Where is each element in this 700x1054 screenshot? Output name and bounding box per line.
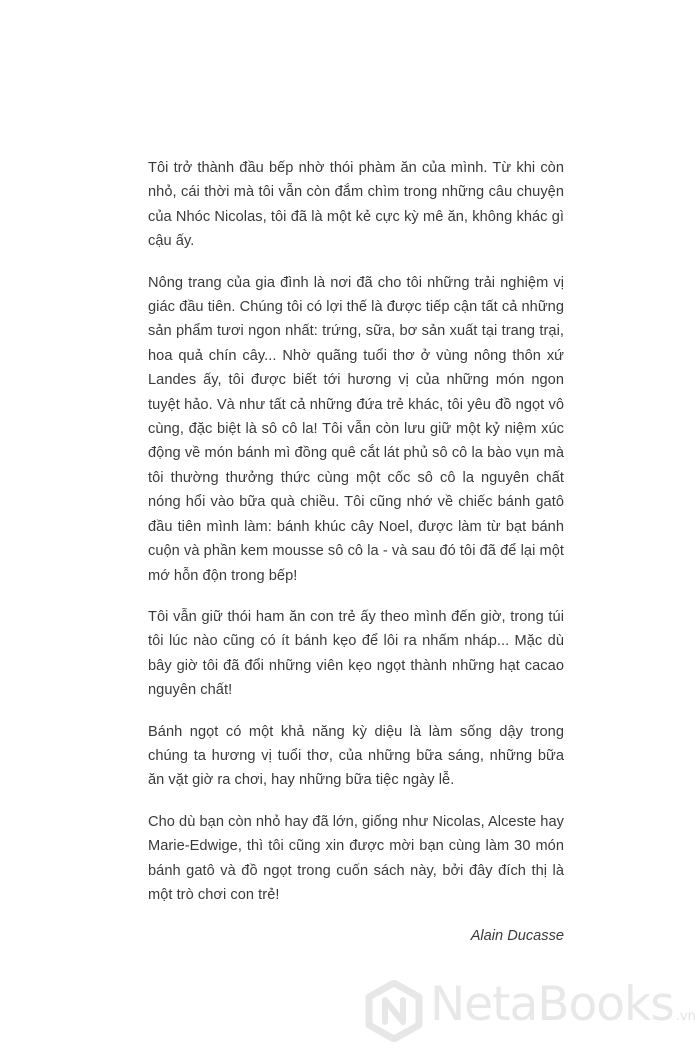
paragraph-2: Nông trang của gia đình là nơi đã cho tôi những trải nghiệm vị giác đầu tiên. Chúng tôi có lợi thế là được tiếp cận tất cả những sản phẩm tươi ngon nhất: trứng, sữa, bơ sản xuất tại trang trại, hoa quả chín cây... Nhờ quãng tuổi thơ ở vùng nông thôn xứ Landes ấy, tôi được biết tới hương vị của những món ngon tuyệt hảo. Và như tất cả những đứa trẻ khác, tôi yêu đồ ngọt vô cùng, đặc biệt là sô cô la! Tôi vẫn còn lưu giữ một kỷ niệm xúc động về món bánh mì đồng quê cắt lát phủ sô cô la bào vụn mà tôi thường thưởng thức cùng một cốc sô cô la nguyên chất nóng hổi vào bữa quà chiều. Tôi cũng nhớ về chiếc bánh gatô đầu tiên mình làm: bánh khúc cây Noel, được làm từ bạt bánh cuộn và phần kem mousse sô cô la - và sau đó tôi đã để lại một mớ hỗn độn trong bếp! bbox=[148, 274, 564, 584]
foreword-text bbox=[148, 156, 564, 948]
watermark-suffix: .vn bbox=[675, 1009, 696, 1024]
netabooks-watermark bbox=[364, 976, 694, 1046]
paragraph-4: Bánh ngọt có một khả năng kỳ diệu là làm sống dậy trong chúng ta hương vị tuổi thơ, của những bữa sáng, những bữa ăn vặt giờ ra chơi, hay những bữa tiệc ngày lễ. bbox=[148, 723, 564, 789]
netabooks-logo-icon bbox=[364, 980, 424, 1042]
paragraph-1: Tôi trở thành đầu bếp nhờ thói phàm ăn của mình. Từ khi còn nhỏ, cái thời mà tôi vẫn còn đắm chìm trong những câu chuyện của Nhóc Nicolas, tôi đã là một kẻ cực kỳ mê ăn, không khác gì cậu ấy. bbox=[148, 160, 564, 250]
watermark-brand-name: NetaBooks bbox=[430, 977, 674, 1032]
paragraph-3: Tôi vẫn giữ thói ham ăn con trẻ ấy theo mình đến giờ, trong túi tôi lúc nào cũng có ít bánh kẹo để lôi ra nhấm nháp... Mặc dù bây giờ tôi đã đổi những viên kẹo ngọt thành những hạt cacao nguyên chất! bbox=[148, 608, 564, 699]
author-signature: Alain Ducasse bbox=[470, 928, 564, 945]
watermark-brand bbox=[430, 975, 696, 1047]
paragraph-5: Cho dù bạn còn nhỏ hay đã lớn, giống như Nicolas, Alceste hay Marie-Edwige, thì tôi cũng xin được mời bạn cùng làm 30 món bánh gatô và đồ ngọt trong cuốn sách này, bởi đây đích thị là một trò chơi con trẻ! bbox=[148, 813, 564, 903]
